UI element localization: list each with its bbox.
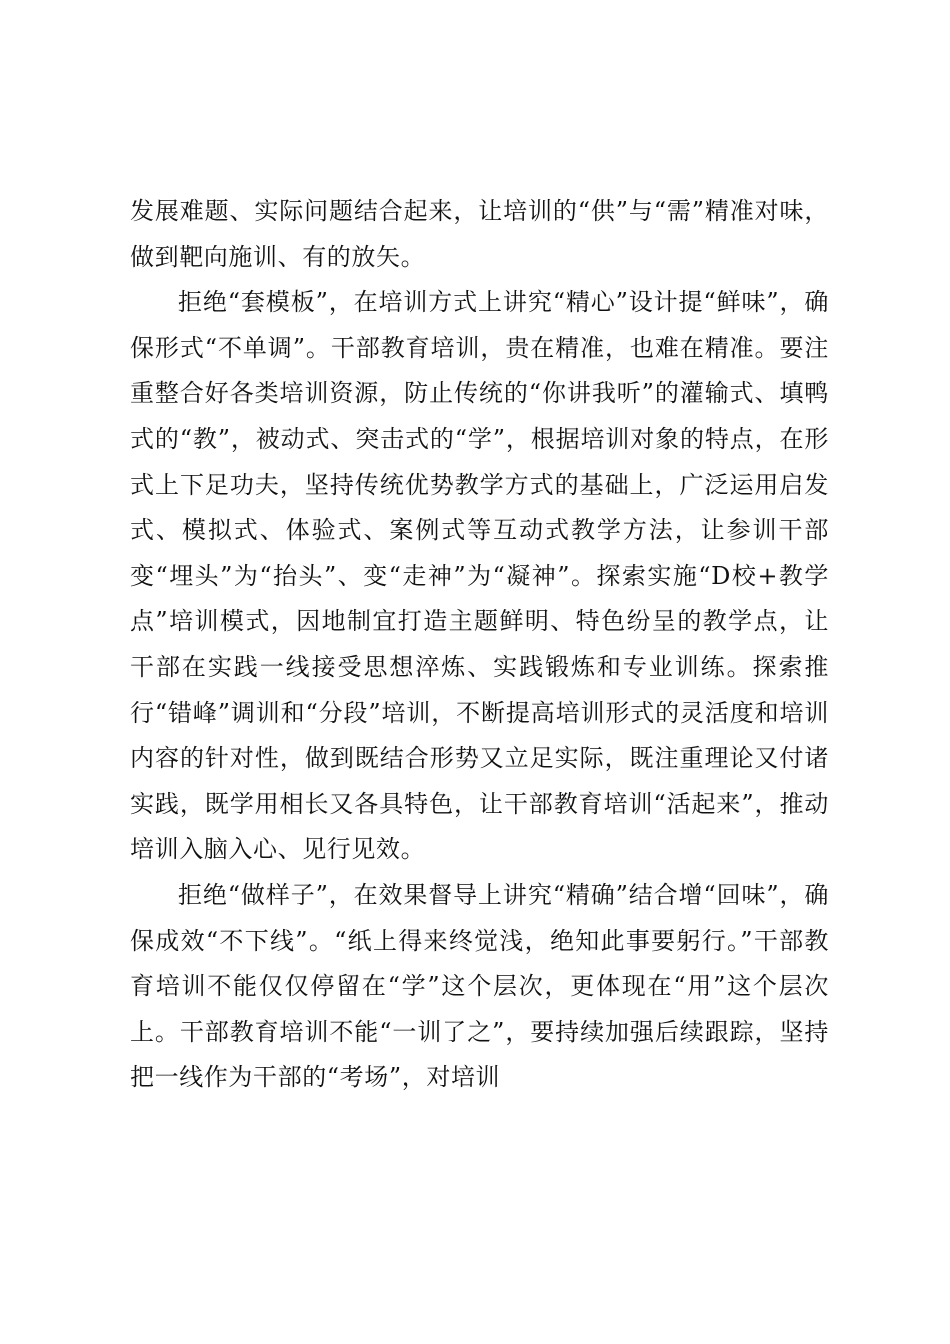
- body-text: [130, 189, 829, 1101]
- paragraph-training-methods: 拒绝“套模板”，在培训方式上讲究“精心”设计提“鲜味”，确保形式“不单调”。干部教育培训，贵在精准，也难在精准。要注重整合好各类培训资源，防止传统的“你讲我听”的灌输式、填鸭式的“教”，被动式、突击式的“学”，根据培训对象的特点，在形式上下足功夫，坚持传统优势教学方式的基础上，广泛运用启发式、模拟式、体验式、案例式等互动式教学方法，让参训干部变“埋头”为“抬头”、变“走神”为“凝神”。探索实施“D校+教学点”培训模式，因地制宜打造主题鲜明、特色纷呈的教学点，让干部在实践一线接受思想淬炼、实践锻炼和专业训练。探索推行“错峰”调训和“分段”培训，不断提高培训形式的灵活度和培训内容的针对性，做到既结合形势又立足实际，既注重理论又付诸实践，既学用相长又各具特色，让干部教育培训“活起来”，推动培训入脑入心、见行见效。: [130, 288, 829, 864]
- paragraph-effect-supervision: 拒绝“做样子”，在效果督导上讲究“精确”结合增“回味”，确保成效“不下线”。“纸上得来终觉浅，绝知此事要躬行。”干部教育培训不能仅仅停留在“学”这个层次，更体现在“用”这个层次上。干部教育培训不能“一训了之”，要持续加强后续跟踪，坚持把一线作为干部的“考场”，对培训: [130, 880, 829, 1092]
- paragraph-continuation: 发展难题、实际问题结合起来，让培训的“供”与“需”精准对味，做到靶向施训、有的放矢。: [130, 197, 829, 271]
